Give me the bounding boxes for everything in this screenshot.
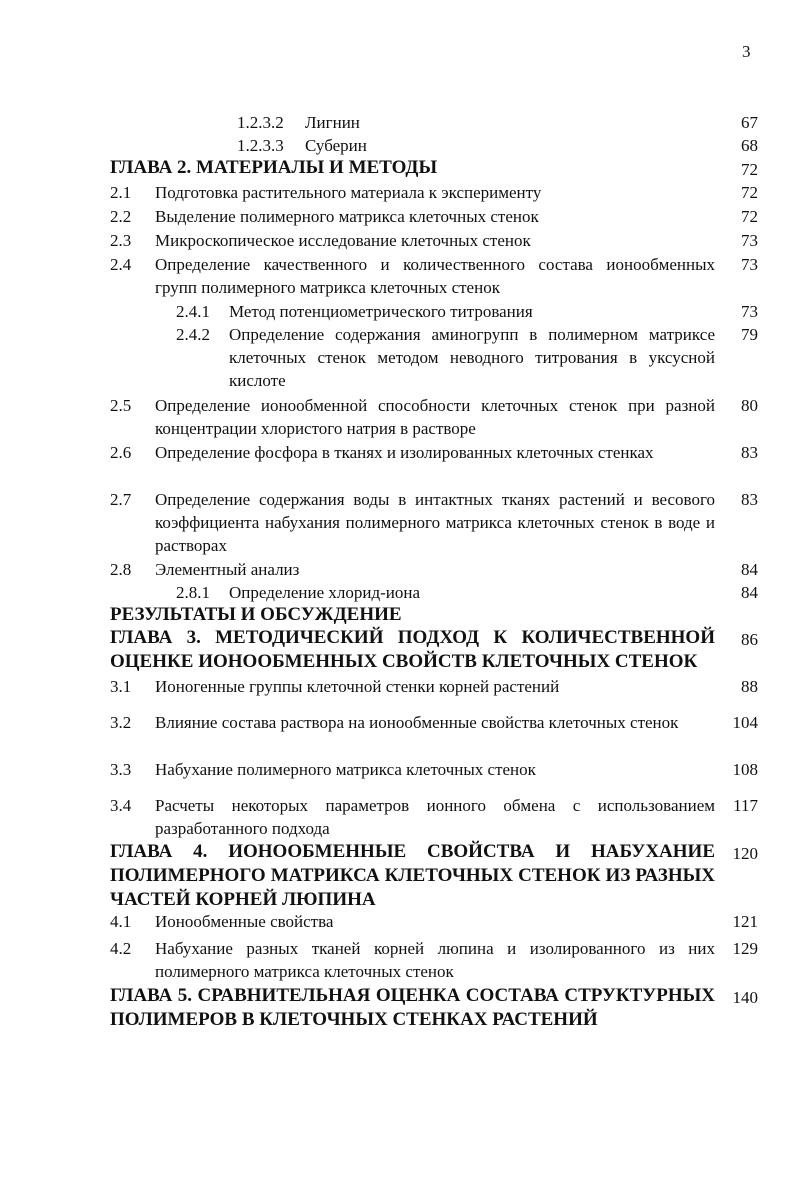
toc-chapter-title: ГЛАВА 5. СРАВНИТЕЛЬНАЯ ОЦЕНКА СОСТАВА СТРУКТУРНЫХ ПОЛИМЕРОВ В КЛЕТОЧНЫХ СТЕНКАХ РАСТЕНИЙ (110, 985, 715, 1030)
toc-entry-page: 72 (741, 207, 758, 226)
toc-entry-page: 73 (741, 255, 758, 274)
toc-entry-page: 129 (732, 939, 758, 958)
toc-entry-page: 83 (741, 443, 758, 462)
toc-entry-number: 2.7 (110, 490, 132, 509)
toc-entry-title: Определение содержания аминогрупп в полимерном матриксе клеточных стенок методом неводного титрования в уксусной кислоте (229, 325, 715, 390)
toc-entry-title: Определение фосфора в тканях и изолированных клеточных стенках (155, 443, 654, 462)
toc-entry-title: Определение хлорид-иона (229, 583, 421, 602)
toc-entry-number: 2.1 (110, 183, 132, 202)
toc-entry-title: Определение содержания воды в интактных тканях растений и весового коэффициента набухания полимерного матрикса клеточных стенок в воде и растворах (155, 490, 715, 555)
toc-entry-number: 3.2 (110, 713, 132, 732)
toc-entry-page: 86 (741, 630, 758, 649)
toc-entry-number: 2.6 (110, 443, 132, 462)
toc-entry-title: Ионообменные свойства (155, 912, 334, 931)
toc-entry-title: Лигнин (305, 113, 360, 132)
toc-entry-number: 2.4 (110, 255, 132, 274)
toc-entry-title: Элементный анализ (155, 560, 300, 579)
toc-entry-page: 83 (741, 490, 758, 509)
toc-entry-title: Метод потенциометрического титрования (229, 302, 533, 321)
toc-entry-number: 4.1 (110, 912, 132, 931)
toc-entry-number: 1.2.3.2 (237, 113, 284, 132)
toc-entry-page: 84 (741, 560, 758, 579)
toc-entry-page: 117 (733, 796, 758, 815)
toc-entry-title: Набухание разных тканей корней люпина и изолированного из них полимерного матрикса клеточных стенок (155, 939, 715, 981)
toc-entry-title: Набухание полимерного матрикса клеточных стенок (155, 760, 536, 779)
toc-entry-page: 72 (741, 183, 758, 202)
toc-entry-page: 88 (741, 677, 758, 696)
toc-entry-page: 73 (741, 302, 758, 321)
toc-chapter-title: ГЛАВА 4. ИОНООБМЕННЫЕ СВОЙСТВА И НАБУХАНИЕ ПОЛИМЕРНОГО МАТРИКСА КЛЕТОЧНЫХ СТЕНОК ИЗ РАЗНЫХ ЧАСТЕЙ КОРНЕЙ ЛЮПИНА (110, 841, 715, 910)
toc-entry-title: Микроскопическое исследование клеточных стенок (155, 231, 531, 250)
toc-entry-page: 80 (741, 396, 758, 415)
toc-entry-page: 120 (732, 844, 758, 863)
toc-entry-number: 2.2 (110, 207, 132, 226)
toc-entry-number: 3.3 (110, 760, 132, 779)
toc-entry-page: 104 (732, 713, 758, 732)
toc-entry-page: 67 (741, 113, 758, 132)
page-number: 3 (742, 42, 751, 61)
toc-entry-page: 84 (741, 583, 758, 602)
toc-entry-page: 108 (732, 760, 758, 779)
toc-entry-number: 2.5 (110, 396, 132, 415)
toc-entry-page: 79 (741, 325, 758, 344)
toc-entry-title: Определение ионообменной способности клеточных стенок при разной концентрации хлористого натрия в растворе (155, 396, 715, 438)
toc-entry-number: 4.2 (110, 939, 132, 958)
toc-entry-title: Ионогенные группы клеточной стенки корней растений (155, 677, 560, 696)
toc-entry-title: Расчеты некоторых параметров ионного обмена с использованием разработанного подхода (155, 796, 715, 838)
toc-entry-title: Определение качественного и количественного состава ионообменных групп полимерного матрикса клеточных стенок (155, 255, 715, 297)
toc-entry-page: 121 (732, 912, 758, 931)
toc-entry-number: 1.2.3.3 (237, 136, 284, 155)
toc-entry-page: 68 (741, 136, 758, 155)
toc-chapter-title: ГЛАВА 2. МАТЕРИАЛЫ И МЕТОДЫ (110, 157, 438, 178)
toc-entry-number: 3.1 (110, 677, 132, 696)
toc-entry-number: 2.4.1 (176, 302, 210, 321)
toc-entry-number: 3.4 (110, 796, 132, 815)
toc-entry-title: Влияние состава раствора на ионообменные свойства клеточных стенок (155, 713, 679, 732)
toc-entry-page: 140 (732, 988, 758, 1007)
toc-entry-page: 72 (741, 160, 758, 179)
toc-entry-number: 2.8.1 (176, 583, 210, 602)
toc-section-heading: РЕЗУЛЬТАТЫ И ОБСУЖДЕНИЕ (110, 604, 402, 625)
toc-entry-title: Суберин (305, 136, 367, 155)
toc-entry-number: 2.3 (110, 231, 132, 250)
toc-entry-title: Подготовка растительного материала к эксперименту (155, 183, 542, 202)
toc-entry-page: 73 (741, 231, 758, 250)
toc-entry-number: 2.4.2 (176, 325, 210, 344)
toc-entry-number: 2.8 (110, 560, 132, 579)
toc-chapter-title: ГЛАВА 3. МЕТОДИЧЕСКИЙ ПОДХОД К КОЛИЧЕСТВЕННОЙ ОЦЕНКЕ ИОНООБМЕННЫХ СВОЙСТВ КЛЕТОЧНЫХ СТЕНОК (110, 627, 715, 672)
toc-entry-title: Выделение полимерного матрикса клеточных стенок (155, 207, 539, 226)
